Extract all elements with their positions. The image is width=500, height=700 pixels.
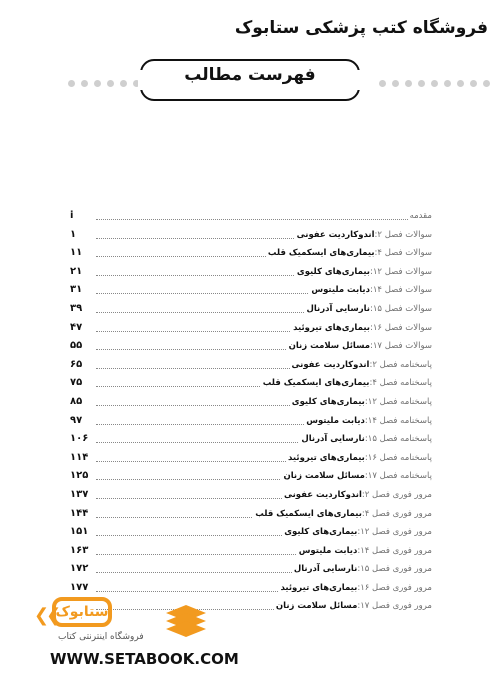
toc-entry-prefix: پاسخنامه فصل ۱۷: xyxy=(364,471,432,482)
toc-entry-title xyxy=(287,341,432,351)
toc-entry-prefix: سوالات فصل ۱۶: xyxy=(369,322,432,333)
toc-entry-prefix: سوالات فصل ۱۴: xyxy=(369,285,432,296)
website-url[interactable]: WWW.SETABOOK.COM xyxy=(50,650,239,668)
toc-entry-topic: بیماری‌های کلیوی xyxy=(291,396,365,407)
toc-entry-topic: بیماری‌های ایسکمیک قلب xyxy=(262,378,370,389)
toc-entry-topic: مسائل سلامت زنان xyxy=(288,341,370,352)
dot-leader xyxy=(96,219,432,220)
logo-brand: ستابوک xyxy=(55,604,109,620)
toc-row xyxy=(70,321,432,340)
toc-page-number: ۱۴۴ xyxy=(70,507,89,519)
toc-page-number: ۵۵ xyxy=(70,340,83,352)
toc-row xyxy=(70,283,432,302)
toc-entry-title xyxy=(304,416,432,426)
toc-entry-title xyxy=(274,601,432,611)
toc-entry-topic: بیماری‌های تیروئید xyxy=(293,322,370,333)
table-of-contents xyxy=(70,209,432,618)
toc-entry-prefix: مرور فوری فصل ۱۷: xyxy=(357,601,432,612)
setabook-logo xyxy=(18,597,218,647)
toc-entry-prefix: مقدمه xyxy=(409,211,432,221)
toc-entry-topic: مسائل سلامت زنان xyxy=(283,471,365,482)
toc-entry-topic: دیابت ملیتوس xyxy=(306,415,365,426)
toc-row xyxy=(70,209,432,228)
toc-entry-topic: مسائل سلامت زنان xyxy=(275,601,358,612)
toc-entry-topic: بیماری‌های تیروئید xyxy=(280,582,358,593)
toc-entry-title xyxy=(266,248,432,258)
toc-entry-topic: بیماری‌های ایسکمیک قلب xyxy=(267,248,375,259)
toc-entry-title xyxy=(295,230,432,240)
toc-entry-topic: بیماری‌های تیروئید xyxy=(288,452,365,463)
toc-page-number: ۶۵ xyxy=(70,358,83,370)
toc-row xyxy=(70,395,432,414)
toc-entry-title xyxy=(304,304,432,314)
toc-row xyxy=(70,265,432,284)
toc-page-number: ۹۷ xyxy=(70,414,83,426)
toc-row xyxy=(70,451,432,470)
toc-entry-topic: اندوکاردیت عفونی xyxy=(296,229,375,240)
toc-entry-prefix: مرور فوری فصل ۱۵: xyxy=(357,564,432,575)
toc-entry-title xyxy=(295,267,432,277)
toc-entry-prefix: سوالات فصل ۱۵: xyxy=(369,303,432,314)
toc-page-number: ۱۷۷ xyxy=(70,581,89,593)
toc-entry-topic: بیماری‌های ایسکمیک قلب xyxy=(255,508,362,519)
toc-row xyxy=(70,414,432,433)
toc-page-number: i xyxy=(70,210,74,221)
toc-entry-topic: اندوکاردیت عفونی xyxy=(291,359,370,370)
toc-entry-prefix: پاسخنامه فصل ۴: xyxy=(369,378,432,389)
toc-entry-title xyxy=(281,471,432,481)
toc-entry-prefix: مرور فوری فصل ۱۴: xyxy=(357,545,432,556)
toc-page-number: ۱ xyxy=(70,228,77,240)
toc-entry-prefix: سوالات فصل ۴: xyxy=(374,248,432,259)
toc-page-number: ۱۲۵ xyxy=(70,470,89,482)
toc-entry-title xyxy=(286,453,432,463)
toc-entry-prefix: پاسخنامه فصل ۱۴: xyxy=(364,415,432,426)
toc-page-number: ۱۶۳ xyxy=(70,544,89,556)
toc-entry-title xyxy=(292,564,432,574)
toc-row xyxy=(70,562,432,581)
toc-page-number: ۳۱ xyxy=(70,284,83,296)
toc-row xyxy=(70,339,432,358)
toc-entry-prefix: مرور فوری فصل ۱۶: xyxy=(357,582,432,593)
toc-row xyxy=(70,302,432,321)
toc-entry-prefix: مرور فوری فصل ۴: xyxy=(361,508,432,519)
toc-entry-topic: نارسایی آدرنال xyxy=(306,303,370,314)
toc-page-number: ۱۳۷ xyxy=(70,488,89,500)
toc-entry-prefix: مرور فوری فصل ۱۲: xyxy=(357,527,432,538)
toc-entry-title xyxy=(290,397,432,407)
toc-page-number: ۳۹ xyxy=(70,302,83,314)
toc-entry-prefix: پاسخنامه فصل ۲: xyxy=(369,359,432,370)
toc-entry-prefix: پاسخنامه فصل ۱۲: xyxy=(364,396,432,407)
toc-entry-topic: اندوکاردیت عفونی xyxy=(284,489,362,500)
toc-entry-topic: بیماری‌های کلیوی xyxy=(296,266,370,277)
open-book-icon xyxy=(162,599,210,639)
toc-page-number: ۱۷۲ xyxy=(70,563,89,575)
toc-row xyxy=(70,507,432,526)
toc-page-number: ۱۵۱ xyxy=(70,526,89,538)
toc-page-number: ۴۷ xyxy=(70,321,83,333)
toc-entry-title xyxy=(309,285,432,295)
toc-row xyxy=(70,469,432,488)
toc-entry-title xyxy=(282,527,432,537)
decorative-dots-right xyxy=(379,80,490,87)
toc-row xyxy=(70,432,432,451)
toc-entry-prefix: سوالات فصل ۱۲: xyxy=(369,266,432,277)
toc-entry-title xyxy=(278,583,432,593)
toc-entry-prefix: پاسخنامه فصل ۱۶: xyxy=(364,452,432,463)
toc-entry-title xyxy=(261,378,432,388)
toc-page-number: ۱۱ xyxy=(70,247,83,259)
toc-entry-topic: نارسایی آدرنال xyxy=(301,434,365,445)
speech-bubble-icon xyxy=(52,597,112,627)
toc-page-number: ۲۱ xyxy=(70,265,83,277)
toc-row xyxy=(70,544,432,563)
toc-entry-topic: بیماری‌های کلیوی xyxy=(284,527,358,538)
toc-page-number: ۱۰۶ xyxy=(70,433,89,445)
toc-row xyxy=(70,488,432,507)
toc-row xyxy=(70,246,432,265)
toc-entry-prefix: سوالات فصل ۲: xyxy=(374,229,432,240)
toc-entry-topic: نارسایی آدرنال xyxy=(293,564,358,575)
toc-entry-prefix: سوالات فصل ۱۷: xyxy=(369,341,432,352)
toc-entry-title xyxy=(297,546,432,556)
toc-entry-title xyxy=(299,434,432,444)
toc-entry-prefix: مرور فوری فصل ۲: xyxy=(361,489,432,500)
toc-row xyxy=(70,358,432,377)
chevrons-icon: ❮❮ xyxy=(34,605,59,626)
toc-entry-prefix: پاسخنامه فصل ۱۵: xyxy=(364,434,432,445)
logo-tagline: فروشگاه اینترنتی کتاب xyxy=(58,632,144,642)
toc-title: فهرست مطالب xyxy=(184,65,316,85)
toc-row xyxy=(70,228,432,247)
toc-row xyxy=(70,376,432,395)
toc-entry-topic: دیابت ملیتوس xyxy=(298,545,358,556)
toc-entry-title xyxy=(291,323,432,333)
toc-entry-title xyxy=(290,360,432,370)
toc-entry-title xyxy=(408,211,432,221)
toc-row xyxy=(70,525,432,544)
toc-page-number: ۸۵ xyxy=(70,395,83,407)
toc-title-frame xyxy=(140,59,360,101)
store-title: فروشگاه کتب پزشکی ستابوک xyxy=(234,18,488,38)
toc-page-number: ۷۵ xyxy=(70,377,83,389)
toc-entry-topic: دیابت ملیتوس xyxy=(311,285,370,296)
toc-page-number: ۱۱۴ xyxy=(70,451,89,463)
toc-entry-title xyxy=(282,490,432,500)
toc-entry-title xyxy=(253,509,432,519)
